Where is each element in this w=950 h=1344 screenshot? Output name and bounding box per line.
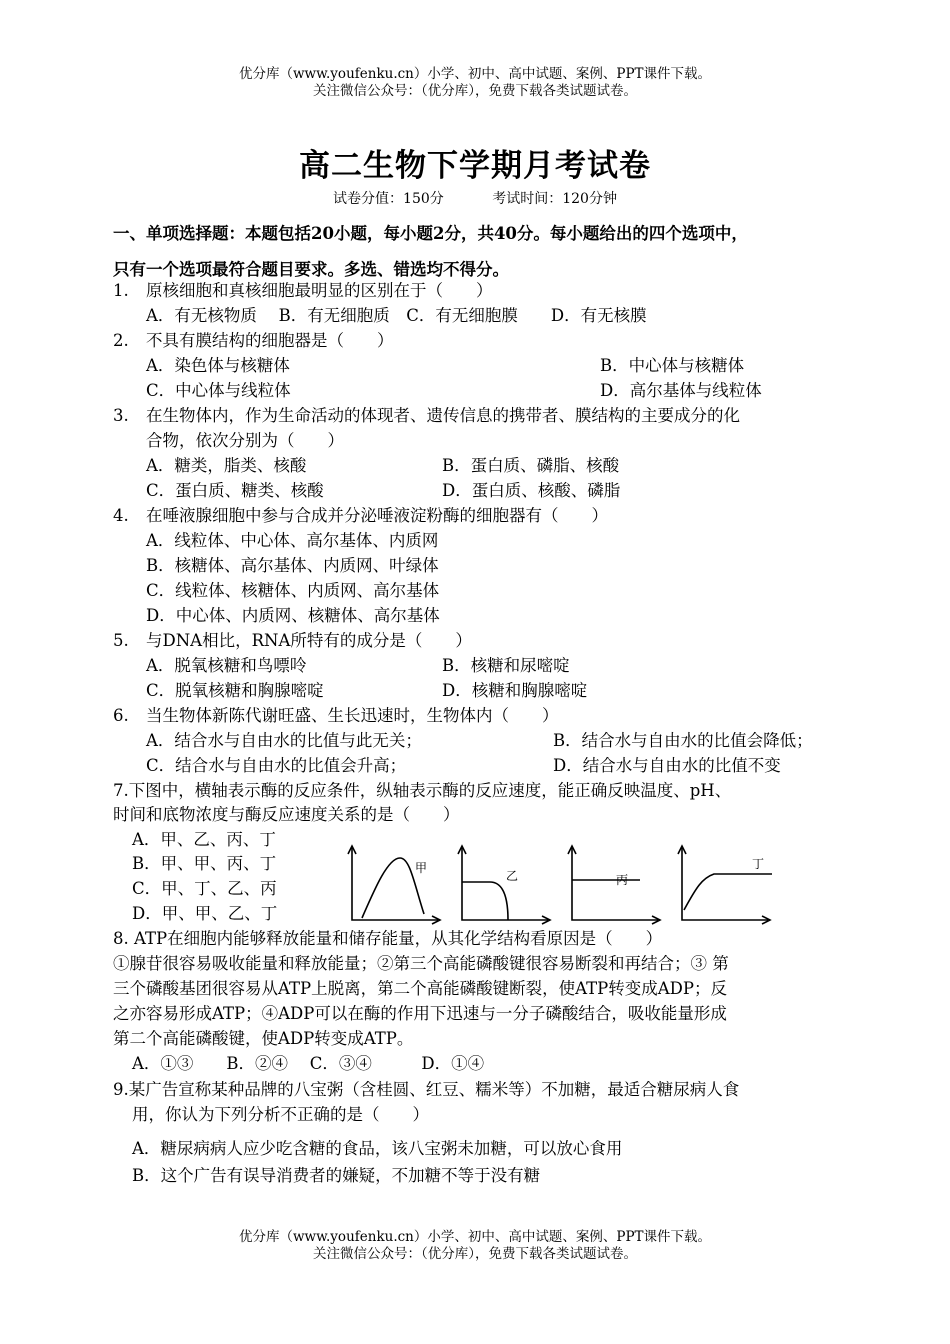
q7-option-a: A．甲、乙、丙、丁 [132,830,276,849]
exam-info [0,188,950,208]
q1-number: 1. [113,281,129,300]
page-title: 高二生物下学期月考试卷 [299,148,651,184]
q3-stem-1: 在生物体内，作为生命活动的体现者、遗传信息的携带者、膜结构的主要成分的化 [146,406,740,425]
q9-stem-1: 9.某广告宣称某种品牌的八宝粥（含桂圆、红豆、糯米等）不加糖，最适合糖尿病人食 [113,1080,740,1099]
q6-option-c: C．结合水与自由水的比值会升高； [146,756,407,775]
q6-option-d: D．结合水与自由水的比值不变 [553,756,781,775]
q7-option-c: C．甲、丁、乙、丙 [132,879,277,898]
exam-time: 考试时间：120分钟 [492,191,617,207]
graph-bing-axes [572,848,658,920]
q2-option-d: D．高尔基体与线粒体 [600,381,762,400]
q9-stem-2: 用，你认为下列分析不正确的是（ ） [132,1105,429,1124]
q8-line-3: 之亦容易形成ATP；④ADP可以在酶的作用下迅速与一分子磷酸结合，吸收能量形成 [113,1004,727,1023]
q3-option-c: C．蛋白质、糖类、核酸 [146,481,324,500]
q2-option-c: C．中心体与线粒体 [146,381,291,400]
graph-label-bing: 丙 [616,873,629,887]
q3-option-b: B．蛋白质、磷脂、核酸 [442,456,620,475]
q4-option-a: A．线粒体、中心体、高尔基体、内质网 [146,531,439,550]
graph-label-jia: 甲 [415,861,428,875]
q2-number: 2. [113,331,129,350]
q5-number: 5. [113,631,129,650]
q8-options: A．①③ B．②④ C．③④ D．①④ [132,1054,485,1073]
header-line-2: 关注微信公众号：（优分库），免费下载各类试题试卷。 [313,83,637,99]
section-1-heading [113,216,873,288]
footer-line-1: 优分库（www.youfenku.cn）小学、初中、高中试题、案例、PPT课件下载。 [238,1229,712,1245]
graph-yi-axes [462,848,548,920]
q3-number: 3. [113,406,129,425]
q5-option-a: A．脱氧核糖和鸟嘌呤 [146,656,307,675]
q2-option-b: B．中心体与核糖体 [600,356,745,375]
q6-number: 6. [113,706,129,725]
q5-stem: 与DNA相比，RNA所特有的成分是（ ） [146,631,472,650]
q4-option-c: C．线粒体、核糖体、内质网、高尔基体 [146,581,440,600]
q3-stem-2: 合物，依次分别为（ ） [146,431,344,450]
footer-line-2: 关注微信公众号：（优分库），免费下载各类试题试卷。 [313,1246,637,1262]
q8-line-2: 三个磷酸基团很容易从ATP上脱离，第二个高能磷酸键断裂，使ATP转变成ADP；反 [113,979,727,998]
q3-option-d: D．蛋白质、核酸、磷脂 [442,481,621,500]
graph-ding-curve [684,874,772,910]
q1-options: A．有无核物质 B．有无细胞质 C．有无细胞膜 D．有无核膜 [146,306,647,325]
q6-stem: 当生物体新陈代谢旺盛、生长迅速时，生物体内（ ） [146,706,559,725]
graph-label-yi: 乙 [506,869,519,883]
q2-stem: 不具有膜结构的细胞器是（ ） [146,331,394,350]
q8-line-1: ①腺苷很容易吸收能量和释放能量；②第三个高能磷酸键很容易断裂和再结合；③ 第 [113,954,729,973]
q5-option-d: D．核糖和胸腺嘧啶 [442,681,588,700]
section-1-line-2: 只有一个选项最符合题目要求。多选、错选均不得分。 [113,260,509,279]
q6-option-b: B．结合水与自由水的比值会降低； [553,731,813,750]
page-header [0,66,950,100]
q1-stem: 原核细胞和真核细胞最明显的区别在于（ ） [146,281,493,300]
header-line-1: 优分库（www.youfenku.cn）小学、初中、高中试题、案例、PPT课件下载。 [238,66,712,82]
q4-stem: 在唾液腺细胞中参与合成并分泌唾液淀粉酶的细胞器有（ ） [146,506,608,525]
q7-option-b: B．甲、甲、丙、丁 [132,854,277,873]
graph-yi-curve [462,882,508,920]
q9-option-b: B．这个广告有误导消费者的嫌疑，不加糖不等于没有糖 [132,1166,541,1185]
page-footer [0,1229,950,1263]
exam-score: 试卷分值：150分 [333,191,444,207]
q8-stem: 8. ATP在细胞内能够释放能量和储存能量，从其化学结构看原因是（ ） [113,929,663,948]
graph-label-ding: 丁 [752,857,765,871]
q6-option-a: A．结合水与自由水的比值与此无关； [146,731,422,750]
q7-stem-2: 时间和底物浓度与酶反应速度关系的是（ ） [113,805,460,824]
q7-stem-1: 7.下图中，横轴表示酶的反应条件，纵轴表示酶的反应速度，能正确反映温度、pH、 [113,781,732,800]
q8-line-4: 第二个高能磷酸键，使ADP转变成ATP。 [113,1029,414,1048]
q4-number: 4. [113,506,129,525]
q9-option-a: A．糖尿病病人应少吃含糖的食品，该八宝粥未加糖，可以放心食用 [132,1139,623,1158]
section-1-line-1: 一、单项选择题：本题包括20小题，每小题2分，共40分。每小题给出的四个选项中， [113,224,748,243]
enzyme-graphs-figure [340,838,800,928]
q3-option-a: A．糖类，脂类、核酸 [146,456,307,475]
q4-option-d: D．中心体、内质网、核糖体、高尔基体 [146,606,440,625]
q2-option-a: A．染色体与核糖体 [146,356,290,375]
q5-option-b: B．核糖和尿嘧啶 [442,656,570,675]
q7-option-d: D．甲、甲、乙、丁 [132,904,278,923]
q4-option-b: B．核糖体、高尔基体、内质网、叶绿体 [146,556,439,575]
q5-option-c: C．脱氧核糖和胸腺嘧啶 [146,681,324,700]
